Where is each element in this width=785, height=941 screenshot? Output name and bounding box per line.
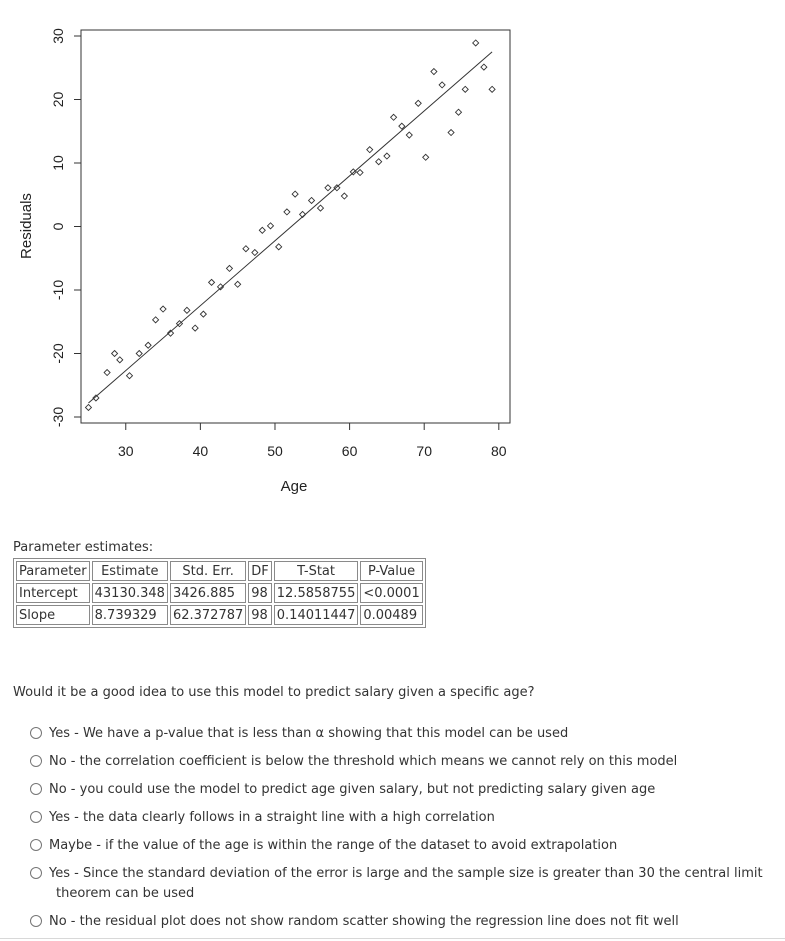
residual-plot [0, 0, 520, 510]
data-point [235, 281, 241, 287]
option-4[interactable] [30, 808, 778, 828]
y-tick-label: -10 [50, 279, 66, 301]
x-tick-label: 80 [491, 443, 507, 459]
parameter-table [13, 558, 426, 628]
data-point [276, 244, 282, 250]
data-point [117, 357, 123, 363]
table-cell: 98 [248, 583, 272, 603]
header-cell: T-Stat [274, 561, 359, 581]
data-point [439, 82, 445, 88]
table-cell: 8.739329 [92, 605, 168, 625]
y-tick-label: -20 [50, 343, 66, 364]
data-point [85, 404, 91, 410]
data-point [192, 325, 198, 331]
data-point [384, 153, 390, 159]
option-label: Yes - the data clearly follows in a straight line with a high correlation [49, 810, 495, 825]
parameter-estimates-label: Parameter estimates: [13, 540, 154, 555]
data-point [489, 86, 495, 92]
table-cell: 62.372787 [170, 605, 246, 625]
data-point [406, 132, 412, 138]
header-cell: DF [248, 561, 272, 581]
data-point [317, 205, 323, 211]
option-2[interactable] [30, 752, 778, 772]
answer-options [30, 724, 778, 932]
option-label: Yes - We have a p-value that is less than α showing that this model can be used [49, 726, 569, 741]
data-point [145, 342, 151, 348]
radio-button[interactable] [30, 755, 42, 767]
data-point [259, 227, 265, 233]
data-point [226, 265, 232, 271]
header-cell: Std. Err. [170, 561, 246, 581]
x-tick-label: 30 [117, 443, 134, 459]
option-1[interactable] [30, 724, 778, 744]
option-3[interactable] [30, 780, 778, 800]
data-point [462, 86, 468, 92]
data-point [160, 306, 166, 312]
data-point [252, 250, 258, 256]
question-text: Would it be a good idea to use this model to predict salary given a specific age? [13, 685, 535, 700]
option-6[interactable] [30, 864, 778, 904]
data-point [431, 69, 437, 75]
data-point [481, 64, 487, 70]
data-point [325, 185, 331, 191]
data-point [284, 209, 290, 215]
header-cell: P-Value [360, 561, 422, 581]
option-label: Yes - Since the standard deviation of the error is large and the sample size is greater than 30 the central limit [49, 866, 763, 881]
y-tick-label: -30 [50, 406, 66, 428]
option-7[interactable] [30, 912, 778, 932]
option-label: Maybe - if the value of the age is within the range of the dataset to avoid extrapolation [49, 838, 618, 853]
data-point [112, 351, 118, 357]
data-point [415, 100, 421, 106]
data-point [268, 223, 274, 229]
data-point [376, 159, 382, 165]
table-row [16, 605, 423, 625]
regression-line [88, 52, 492, 403]
table-cell: 0.14011447 [274, 605, 359, 625]
radio-button[interactable] [30, 915, 42, 927]
y-tick-label: 0 [50, 222, 66, 231]
y-axis [50, 28, 81, 427]
table-cell: 0.00489 [360, 605, 422, 625]
table-header-row [16, 561, 423, 581]
option-5[interactable] [30, 836, 778, 856]
data-points [85, 40, 495, 410]
data-point [126, 373, 132, 379]
data-point [391, 114, 397, 120]
x-tick-label: 60 [341, 443, 358, 459]
data-point [367, 147, 373, 153]
radio-button[interactable] [30, 727, 42, 739]
data-point [357, 170, 363, 176]
table-cell: 3426.885 [170, 583, 246, 603]
data-point [184, 307, 190, 313]
data-point [104, 370, 110, 376]
divider [0, 938, 785, 939]
table-cell: 43130.348 [92, 583, 168, 603]
data-point [200, 311, 206, 317]
table-cell: 98 [248, 605, 272, 625]
table-cell: <0.0001 [360, 583, 422, 603]
option-label: No - the correlation coefficient is below the threshold which means we cannot rely on this model [49, 754, 678, 769]
y-axis-label: Residuals [18, 193, 35, 259]
x-tick-label: 70 [416, 443, 432, 459]
header-cell: Estimate [92, 561, 168, 581]
option-label-continued: theorem can be used [56, 886, 195, 901]
radio-button[interactable] [30, 867, 42, 879]
data-point [448, 130, 454, 136]
y-tick-label: 20 [50, 91, 66, 108]
data-point [309, 197, 315, 203]
radio-button[interactable] [30, 839, 42, 851]
data-point [423, 154, 429, 160]
data-point [209, 279, 215, 285]
plot-frame [81, 30, 510, 423]
data-point [153, 317, 159, 323]
x-axis-label: Age [280, 478, 308, 495]
data-point [456, 109, 462, 115]
option-label: No - you could use the model to predict age given salary, but not predicting salary given age [49, 782, 656, 797]
x-tick-label: 40 [192, 443, 209, 459]
header-cell: Parameter [16, 561, 90, 581]
data-point [292, 191, 298, 197]
x-tick-label: 50 [267, 443, 283, 459]
table-cell: Intercept [16, 583, 90, 603]
option-label: No - the residual plot does not show random scatter showing the regression line does not fit well [49, 914, 679, 929]
y-tick-label: 30 [50, 28, 66, 44]
table-row [16, 583, 423, 603]
table-cell: Slope [16, 605, 90, 625]
radio-button[interactable] [30, 811, 42, 823]
data-point [473, 40, 479, 46]
y-tick-label: 10 [50, 155, 66, 171]
data-point [341, 193, 347, 199]
table-cell: 12.5858755 [274, 583, 359, 603]
data-point [243, 246, 249, 252]
x-axis [118, 423, 507, 459]
radio-button[interactable] [30, 783, 42, 795]
data-point [136, 351, 142, 357]
